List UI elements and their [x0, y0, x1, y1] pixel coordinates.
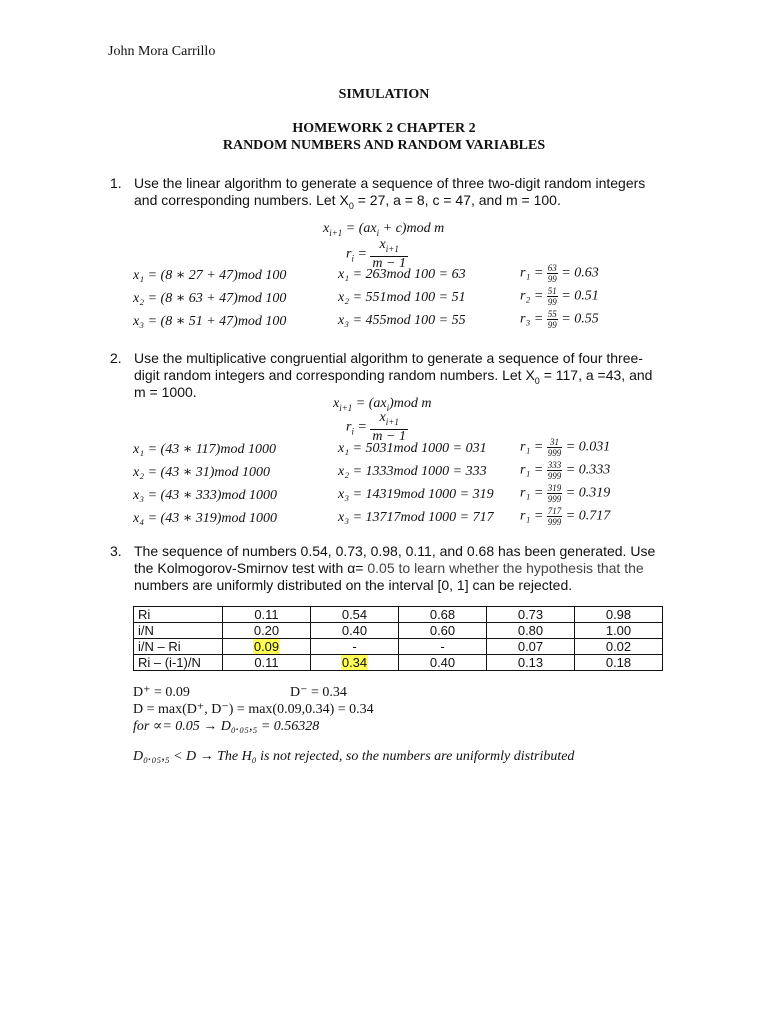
table-cell: [399, 607, 487, 623]
cell-value: 0.54: [341, 607, 368, 622]
q1-formula-ri: $r_i$ = $\frac{x_{i+1}}{m - 1}$: [346, 237, 406, 271]
homework-title: HOMEWORK 2 CHAPTER 2: [292, 121, 476, 136]
q2-number: 2.: [110, 350, 122, 366]
fraction-numerator: 63: [547, 263, 557, 273]
q2-formula-ri: $r_i$ = $\frac{x_{i+1}}{m - 1}$: [346, 410, 406, 444]
r-label: r₁ =: [520, 462, 544, 478]
d-plus-value: D⁺ = 0.09: [133, 685, 190, 700]
equation-result: x₃ = 455mod 100 = 55: [338, 313, 466, 328]
fraction: [547, 437, 563, 458]
cell-value: 0.98: [605, 607, 632, 622]
table-cell: [575, 655, 663, 671]
table-cell: [311, 607, 399, 623]
fraction-numerator: 333: [547, 460, 562, 470]
cell-value: 0.60: [429, 623, 456, 638]
topic-title: RANDOM NUMBERS AND RANDOM VARIABLES: [222, 138, 546, 153]
fraction-numerator: 31: [547, 437, 563, 448]
d-max-value: D = max(D⁺, D⁻) = max(0.09,0.34) = 0.34: [133, 702, 374, 717]
r-label: r₂ =: [520, 288, 544, 304]
q1-text-line1: Use the linear algorithm to generate a sequence of three two-digit random integers: [134, 175, 646, 191]
equation-result: x₁ = 5031mod 1000 = 031: [338, 441, 487, 456]
random-number-fraction: [520, 309, 599, 330]
highlighted-cell-value: 0.34: [341, 655, 368, 670]
fraction: [547, 506, 563, 527]
fraction-denominator: 99: [547, 297, 557, 307]
ks-test-table: [133, 606, 663, 671]
fraction: [547, 460, 563, 481]
table-row: [134, 623, 663, 639]
cell-value: Ri – (i-1)/N: [138, 655, 201, 670]
random-number-fraction: [520, 437, 610, 458]
cell-value: -: [440, 639, 445, 654]
table-cell: [487, 607, 575, 623]
equation-result: x₁ = 263mod 100 = 63: [338, 267, 466, 282]
row-header-cell: [134, 607, 223, 623]
table-cell: [487, 639, 575, 655]
highlighted-cell-value: 0.09: [253, 639, 280, 654]
fraction: [547, 286, 558, 307]
table-cell: [311, 639, 399, 655]
cell-value: 0.11: [254, 607, 279, 622]
r-label: r₁ =: [520, 439, 544, 455]
table-row: [134, 655, 663, 671]
table-cell: [399, 655, 487, 671]
q1-formula-recurrence: $x_{i+1} = (ax_i + c)mod$ m: [323, 221, 445, 238]
table-cell: [399, 639, 487, 655]
q2-text-line3: m = 1000.: [134, 384, 197, 400]
r-value: = 0.319: [565, 485, 611, 501]
q2-text-line2: digit random integers and corresponding random numbers. Let $X_0 = 117$, a =43, and: [134, 367, 653, 386]
table-cell: [487, 655, 575, 671]
equation-lhs: x₄ = (43 ∗ 319)mod 1000: [133, 511, 277, 526]
fraction-denominator: 99: [547, 274, 557, 284]
cell-value: 0.20: [253, 623, 280, 638]
cell-value: 0.68: [429, 607, 456, 622]
table-cell: [311, 623, 399, 639]
fraction-numerator: 51: [547, 286, 557, 296]
random-number-fraction: [520, 286, 599, 307]
cell-value: Ri: [138, 607, 151, 622]
q3-text-line3: numbers are uniformly distributed on the interval [0, 1] can be rejected.: [134, 577, 573, 593]
q2-text-line1: Use the multiplicative congruential algorithm to generate a sequence of four three-: [134, 350, 643, 366]
equation-lhs: x₂ = (8 ∗ 63 + 47)mod 100: [133, 291, 287, 306]
fraction: [547, 483, 563, 504]
r-label: r₁ =: [520, 508, 544, 524]
cell-value: 0.40: [341, 623, 368, 638]
table-cell: [575, 607, 663, 623]
table-cell: [223, 655, 311, 671]
fraction: [547, 309, 558, 330]
table-cell: [399, 623, 487, 639]
random-number-fraction: [520, 483, 610, 504]
cell-value: 0.07: [517, 639, 544, 654]
table-cell: [311, 655, 399, 671]
random-number-fraction: [520, 460, 610, 481]
equation-result: x₂ = 1333mod 1000 = 333: [338, 464, 487, 479]
row-header-cell: [134, 655, 223, 671]
cell-value: 0.13: [517, 655, 544, 670]
equation-result: x₂ = 551mod 100 = 51: [338, 290, 466, 305]
table-row: [134, 607, 663, 623]
r-value: = 0.55: [561, 311, 599, 327]
fraction-numerator: 717: [547, 506, 562, 516]
fraction-numerator: 55: [547, 309, 557, 319]
r-value: = 0.717: [565, 508, 611, 524]
equation-result: x₃ = 13717mod 1000 = 717: [338, 510, 494, 525]
d-minus-value: D⁻ = 0.34: [290, 685, 347, 700]
cell-value: i/N: [138, 623, 154, 638]
r-label: r₁ =: [520, 265, 544, 281]
cell-value: -: [352, 639, 357, 654]
conclusion-text: D₀.₀₅,₅ < D → The H₀ is not rejected, so the numbers are uniformly distributed: [133, 749, 575, 764]
cell-value: 0.80: [517, 623, 544, 638]
random-number-fraction: [520, 263, 599, 284]
table-cell: [487, 623, 575, 639]
table-cell: [575, 639, 663, 655]
alpha-critical-value: for ∝= 0.05 → D₀.₀₅,₅ = 0.56328: [133, 719, 320, 734]
equation-lhs: x₁ = (43 ∗ 117)mod 1000: [133, 442, 276, 457]
row-header-cell: [134, 623, 223, 639]
fraction-numerator: 319: [547, 483, 562, 493]
table-cell: [223, 623, 311, 639]
table-cell: [223, 607, 311, 623]
fraction-denominator: 999: [547, 448, 562, 458]
equation-lhs: x₁ = (8 ∗ 27 + 47)mod 100: [133, 268, 287, 283]
q3-text-line1: The sequence of numbers 0.54, 0.73, 0.98, 0.11, and 0.68 has been generated. Use: [134, 543, 656, 559]
fraction-denominator: 999: [547, 517, 562, 527]
course-title: SIMULATION: [338, 87, 430, 102]
r-value: = 0.63: [561, 265, 599, 281]
fraction-denominator: 999: [547, 471, 562, 481]
random-number-fraction: [520, 506, 610, 527]
equation-lhs: x₂ = (43 ∗ 31)mod 1000: [133, 465, 270, 480]
cell-value: 0.11: [254, 655, 279, 670]
cell-value: 0.73: [517, 607, 544, 622]
r-label: r₃ =: [520, 311, 544, 327]
table-cell: [223, 639, 311, 655]
table-row: [134, 639, 663, 655]
fraction: [547, 263, 558, 284]
cell-value: 0.02: [605, 639, 632, 654]
table-cell: [575, 623, 663, 639]
author-name: John Mora Carrillo: [108, 44, 216, 59]
r-value: = 0.51: [561, 288, 599, 304]
equation-result: x₃ = 14319mod 1000 = 319: [338, 487, 494, 502]
cell-value: 0.18: [605, 655, 632, 670]
q3-text-line2: the Kolmogorov-Smirnov test with α= 0.05 to learn whether the hypothesis that the: [134, 560, 644, 576]
fraction-denominator: 99: [547, 320, 557, 330]
equation-lhs: x₃ = (43 ∗ 333)mod 1000: [133, 488, 277, 503]
r-value: = 0.031: [565, 439, 611, 455]
r-value: = 0.333: [565, 462, 611, 478]
fraction-denominator: 999: [547, 494, 562, 504]
q3-number: 3.: [110, 543, 122, 559]
cell-value: 0.40: [429, 655, 456, 670]
cell-value: 1.00: [605, 623, 632, 638]
cell-value: i/N – Ri: [138, 639, 181, 654]
r-label: r₁ =: [520, 485, 544, 501]
q2-formula-recurrence: $x_{i+1} = (ax_i)mod$ m: [333, 396, 432, 413]
equation-lhs: x₃ = (8 ∗ 51 + 47)mod 100: [133, 314, 287, 329]
q1-text-line2: and corresponding numbers. Let $X_0 = 27$, a = 8, c = 47, and m = 100.: [134, 192, 561, 211]
row-header-cell: [134, 639, 223, 655]
q1-number: 1.: [110, 175, 122, 191]
